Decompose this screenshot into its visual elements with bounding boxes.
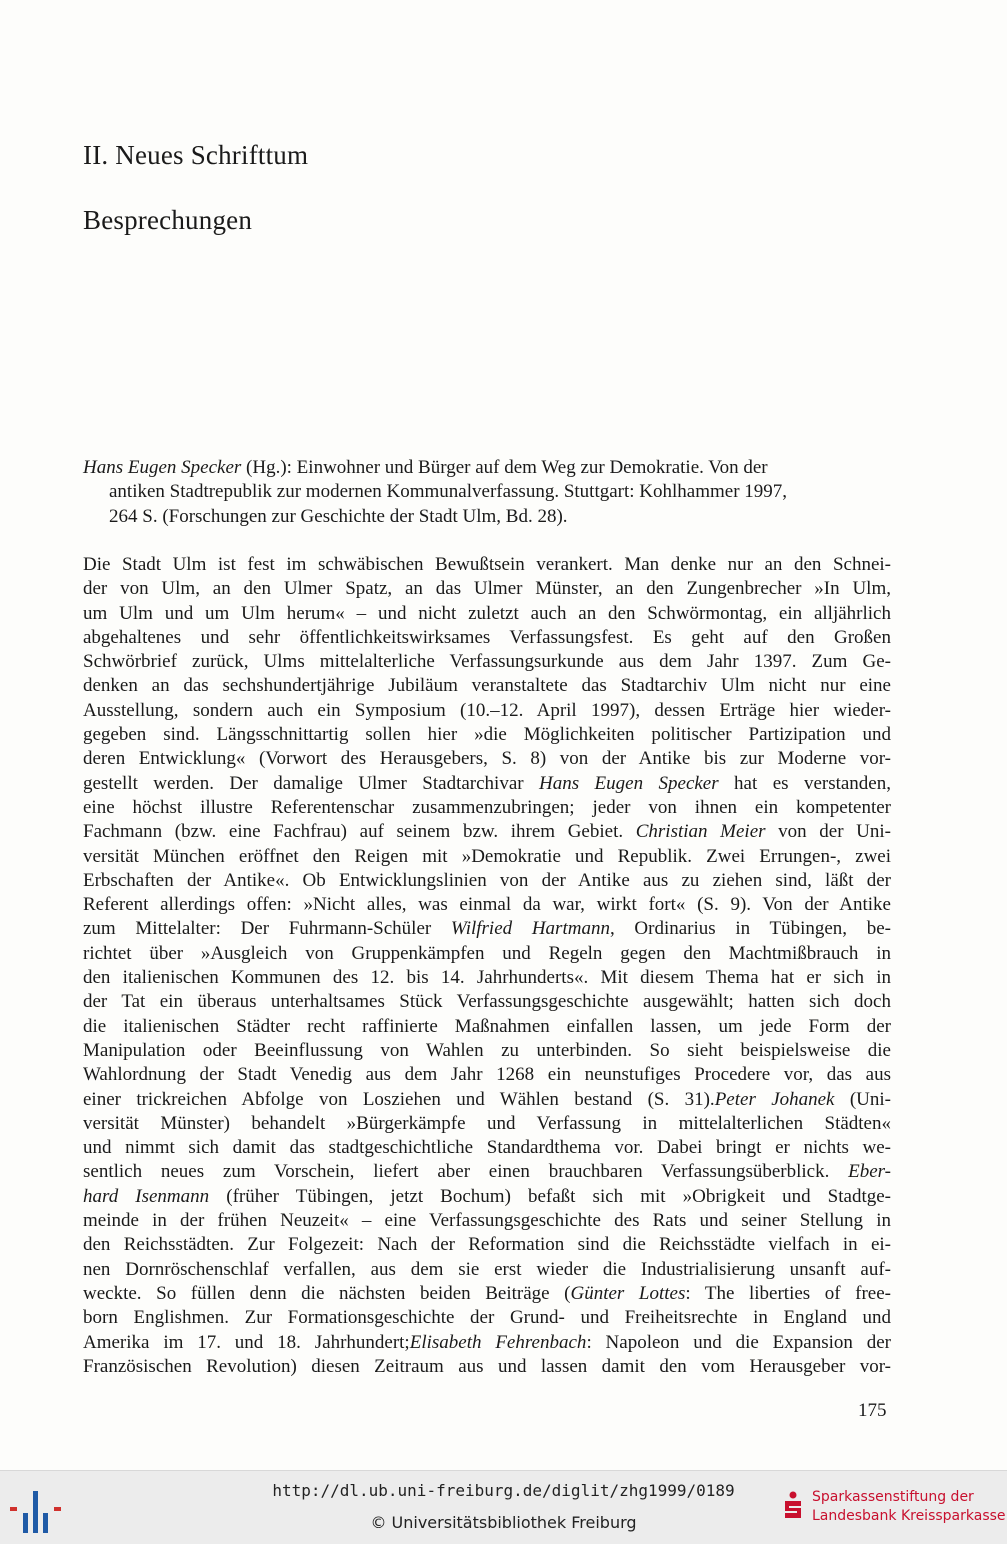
text-segment: : Napoleon und die Expansion der	[586, 1331, 891, 1353]
section-title: II. Neues Schrifttum	[83, 140, 309, 170]
text-segment: sentlich neues zum Vorschein, liefert aber einen brauchbaren Verfassungsüberblick.	[83, 1161, 849, 1183]
text-segment: abgehaltenes und sehr öffentlichkeitswirksames Verfassungsfest. Es geht auf den Großen	[83, 626, 891, 648]
footer-url-link[interactable]: http://dl.ub.uni-freiburg.de/diglit/zhg1999/0189	[272, 1481, 735, 1500]
subsection-title: Besprechungen	[83, 205, 253, 235]
body-line	[83, 1355, 891, 1379]
body-line	[83, 747, 891, 771]
citation-author: Hans Eugen Specker	[83, 457, 242, 478]
body-line	[83, 1112, 891, 1136]
body-line	[83, 1015, 891, 1039]
text-segment: und nimmt sich damit das stadtgeschichtliche Standardthema vor. Dabei bringt er nichts we-	[83, 1137, 891, 1159]
body-line	[83, 796, 891, 820]
text-segment: (früher Tübingen, jetzt Bochum) befaßt sich mit »Obrigkeit und Stadtge-	[209, 1185, 891, 1207]
text-segment: Manipulation oder Beeinflussung von Wahlen zu unterbinden. So sieht beispielsweise die	[83, 1039, 891, 1061]
text-segment: denken an das sechshundertjährige Jubiläum veranstaltete das Stadtarchiv Ulm nicht nur eine	[83, 675, 891, 697]
sparkasse-s-icon	[782, 1491, 804, 1521]
sponsor-line-1: Sparkassenstiftung der	[812, 1489, 974, 1505]
body-line	[83, 893, 891, 917]
text-segment: meinde in der frühen Neuzeit« – eine Verfassungsgeschichte des Rats und seiner Stellung in	[83, 1210, 891, 1232]
footer-copyright: © Universitätsbibliothek Freiburg	[370, 1513, 637, 1532]
text-segment: Französischen Revolution) diesen Zeitraum aus und lassen damit den vom Herausgeber vor-	[83, 1355, 891, 1377]
review-body-text	[83, 553, 891, 1379]
text-segment: von der Uni-	[765, 821, 891, 843]
italic-name: Hans Eugen Specker	[539, 772, 719, 794]
body-line	[83, 602, 891, 626]
body-line	[83, 820, 891, 844]
body-line	[83, 1063, 891, 1087]
citation-line-2: antiken Stadtrepublik zur modernen Kommunalverfassung. Stuttgart: Kohlhammer 1997,	[109, 481, 788, 503]
text-segment: um Ulm und um Ulm herum« – und nicht zuletzt auch an den Schwörmontag, ein alljährlich	[83, 602, 891, 624]
italic-name: hard Isenmann	[83, 1185, 210, 1207]
body-line	[83, 990, 891, 1014]
body-line	[83, 917, 891, 941]
body-line	[83, 1258, 891, 1282]
text-segment: deren Entwicklung« (Vorwort des Herausgebers, S. 8) von der Antike bis zur Moderne vor-	[83, 748, 891, 770]
text-segment: born Englishmen. Zur Formationsgeschichte der Grund- und Freiheitsrechte in England und	[83, 1307, 891, 1329]
text-segment: richtet über »Ausgleich von Gruppenkämpfen und Regeln gegen den Machtmißbrauch in	[83, 942, 891, 964]
text-segment: Fachmann (bzw. eine Fachfrau) auf seinem bzw. ihrem Gebiet.	[83, 821, 636, 843]
sponsor-text[interactable]	[812, 1488, 1006, 1526]
body-line	[83, 942, 891, 966]
citation-line-3: 264 S. (Forschungen zur Geschichte der Stadt Ulm, Bd. 28).	[109, 505, 568, 527]
body-line	[83, 1233, 891, 1257]
text-segment: Referent allerdings offen: »Nicht alles, was einmal da war, wirkt fort« (S. 9). Von der Antike	[83, 894, 891, 916]
body-line	[83, 699, 891, 723]
page-number: 175	[858, 1400, 887, 1421]
text-segment: eine höchst illustre Referentenschar zusammenzubringen; jeder von ihnen ein kompetenter	[83, 796, 891, 818]
text-segment: die italienischen Städter recht raffinierte Maßnahmen einfallen lassen, um jede Form der	[83, 1015, 891, 1037]
text-segment: der Tat ein überaus unterhaltsames Stück Verfassungsgeschichte ausgewählt; hatten sich doch	[83, 991, 891, 1013]
italic-name: Eber-	[848, 1161, 891, 1183]
footer-bar	[0, 1470, 1007, 1544]
body-line	[83, 1136, 891, 1160]
text-segment: (Uni-	[834, 1088, 891, 1110]
body-line	[83, 845, 891, 869]
body-line	[83, 1209, 891, 1233]
body-line	[83, 1306, 891, 1330]
text-segment: Erbschaften der Antike«. Ob Entwicklungslinien von der Antike aus zu ziehen sind, läßt der	[83, 869, 891, 891]
citation-line-1-text: (Hg.): Einwohner und Bürger auf dem Weg zur Demokratie. Von der	[241, 457, 768, 478]
body-line	[83, 1282, 891, 1306]
text-segment: Amerika im 17. und 18. Jahrhundert;	[83, 1331, 410, 1353]
body-line	[83, 966, 891, 990]
text-segment: versität Münster) behandelt »Bürgerkämpfe und Verfassung in mittelalterlichen Städten«	[83, 1112, 891, 1134]
italic-name: Christian Meier	[635, 821, 766, 843]
italic-name: Wilfried Hartmann	[450, 918, 610, 940]
text-segment: Schwörbrief zurück, Ulms mittelalterliche Verfassungsurkunde aus dem Jahr 1397. Zum Ge-	[83, 651, 891, 673]
text-segment: , Ordinarius in Tübingen, be-	[609, 918, 891, 940]
bibliographic-citation	[83, 456, 891, 529]
body-line	[83, 723, 891, 747]
body-line	[83, 1331, 891, 1355]
text-segment: Die Stadt Ulm ist fest im schwäbischen Bewußtsein verankert. Man denke nur an den Schnei-	[83, 554, 891, 575]
body-line	[83, 674, 891, 698]
body-line	[83, 1039, 891, 1063]
body-line	[83, 1160, 891, 1184]
text-segment: nen Dornröschenschlaf verfallen, aus dem sie erst wieder die Industrialisierung unsanft auf-	[83, 1258, 891, 1280]
body-line	[83, 1185, 891, 1209]
body-line	[83, 650, 891, 674]
text-segment: gegeben sind. Längsschnittartig sollen hier »die Möglichkeiten politischer Partizipation und	[83, 724, 891, 746]
text-segment: gestellt werden. Der damalige Ulmer Stadtarchivar	[83, 772, 540, 794]
text-segment: den Reichsstädten. Zur Folgezeit: Nach der Reformation sind die Reichsstädte vielfach in ei-	[83, 1234, 891, 1256]
body-line	[83, 626, 891, 650]
text-segment: Wahlordnung der Stadt Venedig aus dem Jahr 1268 ein neunstufiges Procedere vor, das aus	[83, 1064, 891, 1086]
text-segment: der von Ulm, an den Ulmer Spatz, an das Ulmer Münster, an den Zungenbrecher »In Ulm,	[83, 578, 891, 600]
body-line	[83, 553, 891, 577]
text-segment: : The liberties of free-	[685, 1282, 891, 1304]
text-segment: den italienischen Kommunen des 12. bis 14. Jahrhunderts«. Mit diesem Thema hat er sich in	[83, 967, 891, 989]
sponsor-line-2: Landesbank Kreissparkasse	[812, 1508, 1006, 1524]
text-segment: weckte. So füllen denn die nächsten beiden Beiträge (	[83, 1282, 571, 1304]
italic-name: Elisabeth Fehrenbach	[409, 1331, 587, 1353]
italic-name: Peter Johanek	[714, 1088, 835, 1110]
text-segment: einer trickreichen Abfolge von Losziehen und Wählen bestand (S. 31).	[83, 1088, 715, 1110]
text-segment: hat es verstanden,	[718, 772, 891, 794]
body-line	[83, 869, 891, 893]
text-segment: Ausstellung, sondern auch ein Symposium (10.–12. April 1997), dessen Erträge hier wieder-	[83, 699, 891, 721]
body-line	[83, 1088, 891, 1112]
body-line	[83, 772, 891, 796]
body-line	[83, 577, 891, 601]
italic-name: Günter Lottes	[570, 1282, 686, 1304]
citation-line-1	[83, 456, 891, 480]
text-segment: zum Mittelalter: Der Fuhrmann-Schüler	[83, 918, 451, 940]
text-segment: versität München eröffnet den Reigen mit »Demokratie und Republik. Zwei Errungen-, zwei	[83, 845, 891, 867]
